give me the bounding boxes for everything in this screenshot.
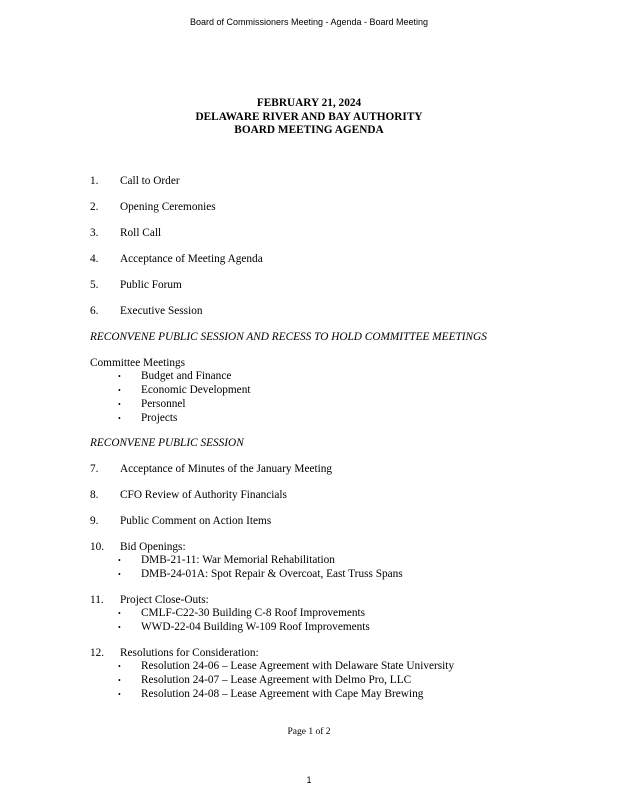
bullet-icon: • [118,414,121,423]
committee-item: Economic Development [141,384,251,396]
item-text: Resolutions for Consideration: [120,647,259,659]
bullet-icon: • [118,676,121,685]
item-number: 1. [90,175,99,187]
agenda-title: BOARD MEETING AGENDA [234,124,384,136]
page-footer: Page 1 of 2 [287,727,331,737]
item-text: Acceptance of Minutes of the January Meeting [120,463,333,475]
bullet-icon: • [118,400,121,409]
page-number: 1 [306,775,312,785]
item-number: 5. [90,279,99,291]
item-text: Executive Session [120,305,203,317]
reconvene-public-heading: RECONVENE PUBLIC SESSION [90,437,244,449]
bid-opening-item: DMB-21-11: War Memorial Rehabilitation [141,554,335,566]
running-header: Board of Commissioners Meeting - Agenda - Board Meeting [189,17,429,27]
item-number: 6. [90,305,99,317]
item-number: 12. [90,647,105,659]
committee-item: Personnel [141,398,186,410]
agenda-title-block [0,97,618,138]
bullet-icon: • [118,556,121,565]
close-out-item: CMLF-C22-30 Building C-8 Roof Improvements [141,607,366,619]
committee-meetings-heading: Committee Meetings [90,357,186,369]
item-number: 7. [90,463,99,475]
item-number: 9. [90,515,99,527]
reconvene-recess-heading: RECONVENE PUBLIC SESSION AND RECESS TO HOLD COMMITTEE MEETINGS [90,331,487,343]
bid-opening-item: DMB-24-01A: Spot Repair & Overcoat, East Truss Spans [141,568,403,580]
item-text: Acceptance of Meeting Agenda [120,253,263,265]
item-text: Bid Openings: [120,541,186,553]
item-number: 4. [90,253,99,265]
committee-item: Projects [141,412,178,424]
item-text: CFO Review of Authority Financials [120,489,287,501]
item-text: Roll Call [120,227,162,239]
bullet-icon: • [118,609,121,618]
item-text: Public Comment on Action Items [120,515,272,527]
item-number: 10. [90,541,105,553]
resolution-item: Resolution 24-07 – Lease Agreement with Delmo Pro, LLC [141,674,412,686]
bullet-icon: • [118,623,121,632]
resolution-item: Resolution 24-08 – Lease Agreement with Cape May Brewing [141,688,424,700]
item-number: 11. [90,594,104,606]
item-text: Public Forum [120,279,182,291]
bullet-icon: • [118,386,121,395]
item-number: 8. [90,489,99,501]
bullet-icon: • [118,690,121,699]
item-text: Project Close-Outs: [120,594,209,606]
item-text: Call to Order [120,175,180,187]
organization-name: DELAWARE RIVER AND BAY AUTHORITY [195,110,423,123]
close-out-item: WWD-22-04 Building W-109 Roof Improvements [141,621,370,633]
meeting-date: FEBRUARY 21, 2024 [256,97,362,109]
item-number: 2. [90,201,99,213]
item-number: 3. [90,227,99,239]
resolution-item: Resolution 24-06 – Lease Agreement with Delaware State University [141,660,455,672]
bullet-icon: • [118,662,121,671]
bullet-icon: • [118,570,121,579]
bullet-icon: • [118,372,121,381]
committee-item: Budget and Finance [141,370,232,382]
item-text: Opening Ceremonies [120,201,216,213]
